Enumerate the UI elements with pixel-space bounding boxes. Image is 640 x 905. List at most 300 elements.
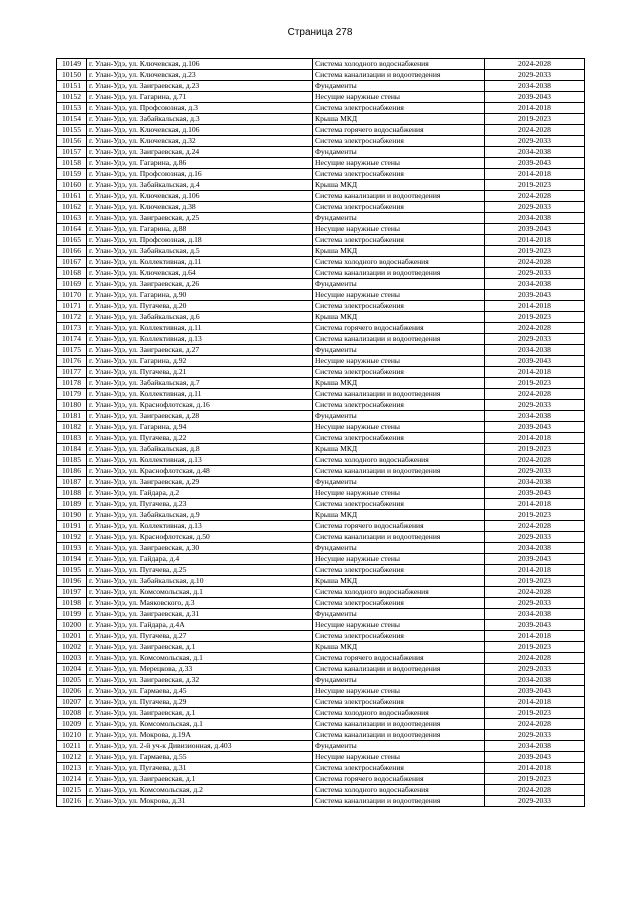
address-cell: г. Улан-Удэ, ул. Заиграевская, д.30 [87,543,313,554]
address-cell: г. Улан-Удэ, ул. Комсомольская, д.1 [87,653,313,664]
table-row [57,521,585,532]
address-cell: г. Улан-Удэ, ул. Маяковского, д.3 [87,598,313,609]
record-number-cell: 10150 [57,70,87,81]
address-cell: г. Улан-Удэ, ул. Коллективная, д.11 [87,323,313,334]
address-cell: г. Улан-Удэ, ул. Мерецкова, д.33 [87,664,313,675]
period-cell: 2019-2023 [485,246,585,257]
period-cell: 2024-2028 [485,125,585,136]
table-row [57,202,585,213]
table-row [57,411,585,422]
period-cell: 2029-2033 [485,334,585,345]
work-type-cell: Несущие наружные стены [313,422,485,433]
record-number-cell: 10165 [57,235,87,246]
period-cell: 2024-2028 [485,257,585,268]
address-cell: г. Улан-Удэ, ул. Профсоюзная, д.16 [87,169,313,180]
work-type-cell: Система канализации и водоотведения [313,719,485,730]
address-cell: г. Улан-Удэ, ул. Комсомольская, д.1 [87,719,313,730]
work-type-cell: Система холодного водоснабжения [313,587,485,598]
period-cell: 2014-2018 [485,169,585,180]
address-cell: г. Улан-Удэ, ул. Заиграевская, д.1 [87,774,313,785]
work-type-cell: Фундаменты [313,81,485,92]
record-number-cell: 10163 [57,213,87,224]
work-type-cell: Система канализации и водоотведения [313,466,485,477]
work-type-cell: Система канализации и водоотведения [313,730,485,741]
period-cell: 2024-2028 [485,785,585,796]
record-number-cell: 10185 [57,455,87,466]
table-row [57,466,585,477]
table-body [57,59,585,807]
period-cell: 2029-2033 [485,466,585,477]
period-cell: 2019-2023 [485,510,585,521]
period-cell: 2014-2018 [485,103,585,114]
table-row [57,719,585,730]
table-row [57,708,585,719]
period-cell: 2039-2043 [485,686,585,697]
address-cell: г. Улан-Удэ, ул. Забайкальская, д.8 [87,444,313,455]
work-type-cell: Крыша МКД [313,576,485,587]
period-cell: 2039-2043 [485,92,585,103]
work-type-cell: Крыша МКД [313,180,485,191]
address-cell: г. Улан-Удэ, ул. Пугачева, д.29 [87,697,313,708]
work-type-cell: Система канализации и водоотведения [313,796,485,807]
period-cell: 2019-2023 [485,708,585,719]
address-cell: г. Улан-Удэ, ул. Забайкальская, д.10 [87,576,313,587]
record-number-cell: 10186 [57,466,87,477]
table-row [57,774,585,785]
record-number-cell: 10174 [57,334,87,345]
work-type-cell: Система холодного водоснабжения [313,455,485,466]
period-cell: 2039-2043 [485,752,585,763]
work-type-cell: Система горячего водоснабжения [313,521,485,532]
record-number-cell: 10206 [57,686,87,697]
period-cell: 2029-2033 [485,70,585,81]
period-cell: 2014-2018 [485,433,585,444]
period-cell: 2039-2043 [485,356,585,367]
period-cell: 2014-2018 [485,763,585,774]
address-cell: г. Улан-Удэ, ул. Заиграевская, д.1 [87,708,313,719]
table-row [57,796,585,807]
table-row [57,455,585,466]
table-row [57,532,585,543]
period-cell: 2014-2018 [485,499,585,510]
work-type-cell: Система электроснабжения [313,103,485,114]
record-number-cell: 10216 [57,796,87,807]
record-number-cell: 10215 [57,785,87,796]
record-number-cell: 10161 [57,191,87,202]
capital-repair-table [56,58,585,807]
address-cell: г. Улан-Удэ, ул. Заиграевская, д.23 [87,81,313,92]
address-cell: г. Улан-Удэ, ул. Ключевская, д.32 [87,136,313,147]
period-cell: 2029-2033 [485,796,585,807]
period-cell: 2039-2043 [485,224,585,235]
period-cell: 2024-2028 [485,455,585,466]
work-type-cell: Фундаменты [313,675,485,686]
period-cell: 2029-2033 [485,598,585,609]
record-number-cell: 10212 [57,752,87,763]
address-cell: г. Улан-Удэ, ул. Краснофлотская, д.16 [87,400,313,411]
period-cell: 2034-2038 [485,345,585,356]
period-cell: 2029-2033 [485,532,585,543]
record-number-cell: 10196 [57,576,87,587]
address-cell: г. Улан-Удэ, ул. Заиграевская, д.25 [87,213,313,224]
address-cell: г. Улан-Удэ, ул. Заиграевская, д.29 [87,477,313,488]
record-number-cell: 10178 [57,378,87,389]
period-cell: 2034-2038 [485,81,585,92]
table-row [57,103,585,114]
table-row [57,576,585,587]
record-number-cell: 10184 [57,444,87,455]
period-cell: 2024-2028 [485,323,585,334]
period-cell: 2029-2033 [485,664,585,675]
work-type-cell: Система электроснабжения [313,202,485,213]
period-cell: 2024-2028 [485,389,585,400]
address-cell: г. Улан-Удэ, ул. Забайкальская, д.9 [87,510,313,521]
address-cell: г. Улан-Удэ, ул. Мокрова, д.19А [87,730,313,741]
period-cell: 2014-2018 [485,367,585,378]
record-number-cell: 10214 [57,774,87,785]
period-cell: 2019-2023 [485,312,585,323]
work-type-cell: Система электроснабжения [313,697,485,708]
table-row [57,301,585,312]
table-row [57,235,585,246]
work-type-cell: Система холодного водоснабжения [313,257,485,268]
work-type-cell: Несущие наружные стены [313,620,485,631]
address-cell: г. Улан-Удэ, ул. Гайдара, д.4А [87,620,313,631]
period-cell: 2034-2038 [485,609,585,620]
table-row [57,675,585,686]
record-number-cell: 10193 [57,543,87,554]
table-row [57,356,585,367]
table-row [57,323,585,334]
address-cell: г. Улан-Удэ, ул. Профсоюзная, д.3 [87,103,313,114]
period-cell: 2029-2033 [485,730,585,741]
table-row [57,114,585,125]
work-type-cell: Несущие наружные стены [313,686,485,697]
table-row [57,444,585,455]
table-row [57,477,585,488]
address-cell: г. Улан-Удэ, ул. Ключевская, д.106 [87,191,313,202]
work-type-cell: Несущие наружные стены [313,92,485,103]
work-type-cell: Система канализации и водоотведения [313,268,485,279]
work-type-cell: Крыша МКД [313,312,485,323]
record-number-cell: 10166 [57,246,87,257]
address-cell: г. Улан-Удэ, ул. Коллективная, д.13 [87,521,313,532]
record-number-cell: 10195 [57,565,87,576]
table-row [57,81,585,92]
work-type-cell: Фундаменты [313,477,485,488]
address-cell: г. Улан-Удэ, ул. Комсомольская, д.1 [87,587,313,598]
period-cell: 2019-2023 [485,180,585,191]
record-number-cell: 10151 [57,81,87,92]
period-cell: 2019-2023 [485,642,585,653]
record-number-cell: 10189 [57,499,87,510]
address-cell: г. Улан-Удэ, ул. Заиграевская, д.1 [87,642,313,653]
period-cell: 2034-2038 [485,147,585,158]
address-cell: г. Улан-Удэ, ул. Заиграевская, д.27 [87,345,313,356]
table-row [57,785,585,796]
work-type-cell: Фундаменты [313,543,485,554]
table-row [57,136,585,147]
address-cell: г. Улан-Удэ, ул. Гагарина, д.71 [87,92,313,103]
table-row [57,620,585,631]
period-cell: 2039-2043 [485,554,585,565]
record-number-cell: 10209 [57,719,87,730]
table-row [57,763,585,774]
address-cell: г. Улан-Удэ, ул. Коллективная, д.13 [87,334,313,345]
table-row [57,125,585,136]
address-cell: г. Улан-Удэ, ул. Краснофлотская, д.48 [87,466,313,477]
address-cell: г. Улан-Удэ, ул. Гагарина, д.94 [87,422,313,433]
work-type-cell: Система электроснабжения [313,136,485,147]
table-row [57,246,585,257]
address-cell: г. Улан-Удэ, ул. Коллективная, д.13 [87,455,313,466]
period-cell: 2024-2028 [485,59,585,70]
record-number-cell: 10155 [57,125,87,136]
address-cell: г. Улан-Удэ, ул. Заиграевская, д.26 [87,279,313,290]
period-cell: 2034-2038 [485,477,585,488]
table-row [57,70,585,81]
period-cell: 2024-2028 [485,587,585,598]
address-cell: г. Улан-Удэ, ул. Гармаева, д.55 [87,752,313,763]
work-type-cell: Система электроснабжения [313,499,485,510]
address-cell: г. Улан-Удэ, ул. Заиграевская, д.31 [87,609,313,620]
record-number-cell: 10179 [57,389,87,400]
table-row [57,213,585,224]
address-cell: г. Улан-Удэ, ул. Заиграевская, д.32 [87,675,313,686]
period-cell: 2039-2043 [485,158,585,169]
record-number-cell: 10200 [57,620,87,631]
address-cell: г. Улан-Удэ, ул. Ключевская, д.106 [87,125,313,136]
period-cell: 2024-2028 [485,653,585,664]
period-cell: 2019-2023 [485,444,585,455]
address-cell: г. Улан-Удэ, ул. Гагарина, д.88 [87,224,313,235]
work-type-cell: Фундаменты [313,609,485,620]
table-row [57,653,585,664]
address-cell: г. Улан-Удэ, ул. Пугачева, д.20 [87,301,313,312]
record-number-cell: 10202 [57,642,87,653]
period-cell: 2034-2038 [485,741,585,752]
record-number-cell: 10188 [57,488,87,499]
table-row [57,92,585,103]
record-number-cell: 10204 [57,664,87,675]
work-type-cell: Система электроснабжения [313,400,485,411]
record-number-cell: 10194 [57,554,87,565]
period-cell: 2014-2018 [485,235,585,246]
table-row [57,224,585,235]
work-type-cell: Система канализации и водоотведения [313,70,485,81]
period-cell: 2019-2023 [485,378,585,389]
work-type-cell: Несущие наружные стены [313,488,485,499]
period-cell: 2019-2023 [485,774,585,785]
record-number-cell: 10187 [57,477,87,488]
table-row [57,642,585,653]
work-type-cell: Система горячего водоснабжения [313,125,485,136]
work-type-cell: Система электроснабжения [313,433,485,444]
record-number-cell: 10173 [57,323,87,334]
table-row [57,686,585,697]
record-number-cell: 10211 [57,741,87,752]
record-number-cell: 10158 [57,158,87,169]
table-row [57,510,585,521]
table-row [57,697,585,708]
table-row [57,752,585,763]
table-row [57,499,585,510]
table-row [57,609,585,620]
period-cell: 2029-2033 [485,400,585,411]
period-cell: 2024-2028 [485,719,585,730]
record-number-cell: 10172 [57,312,87,323]
work-type-cell: Система электроснабжения [313,598,485,609]
record-number-cell: 10175 [57,345,87,356]
table-row [57,169,585,180]
work-type-cell: Система холодного водоснабжения [313,708,485,719]
period-cell: 2039-2043 [485,290,585,301]
period-cell: 2039-2043 [485,488,585,499]
address-cell: г. Улан-Удэ, ул. Забайкальская, д.5 [87,246,313,257]
address-cell: г. Улан-Удэ, ул. Ключевская, д.106 [87,59,313,70]
record-number-cell: 10180 [57,400,87,411]
work-type-cell: Фундаменты [313,741,485,752]
address-cell: г. Улан-Удэ, ул. Ключевская, д.23 [87,70,313,81]
address-cell: г. Улан-Удэ, ул. Ключевская, д.64 [87,268,313,279]
work-type-cell: Крыша МКД [313,114,485,125]
table-row [57,422,585,433]
record-number-cell: 10208 [57,708,87,719]
address-cell: г. Улан-Удэ, ул. Краснофлотская, д.50 [87,532,313,543]
work-type-cell: Система электроснабжения [313,763,485,774]
record-number-cell: 10159 [57,169,87,180]
address-cell: г. Улан-Удэ, ул. Заиграевская, д.28 [87,411,313,422]
record-number-cell: 10198 [57,598,87,609]
table-row [57,488,585,499]
period-cell: 2029-2033 [485,136,585,147]
period-cell: 2029-2033 [485,268,585,279]
work-type-cell: Крыша МКД [313,378,485,389]
address-cell: г. Улан-Удэ, ул. Пугачева, д.23 [87,499,313,510]
work-type-cell: Фундаменты [313,411,485,422]
table-row [57,345,585,356]
address-cell: г. Улан-Удэ, ул. Гармаева, д.45 [87,686,313,697]
period-cell: 2019-2023 [485,576,585,587]
address-cell: г. Улан-Удэ, ул. Ключевская, д.38 [87,202,313,213]
record-number-cell: 10149 [57,59,87,70]
work-type-cell: Система холодного водоснабжения [313,59,485,70]
table-row [57,554,585,565]
table-row [57,730,585,741]
address-cell: г. Улан-Удэ, ул. Гагарина, д.92 [87,356,313,367]
period-cell: 2034-2038 [485,675,585,686]
address-cell: г. Улан-Удэ, ул. Комсомольская, д.2 [87,785,313,796]
table-row [57,598,585,609]
table-row [57,400,585,411]
address-cell: г. Улан-Удэ, ул. Пугачева, д.31 [87,763,313,774]
period-cell: 2039-2043 [485,422,585,433]
work-type-cell: Система электроснабжения [313,301,485,312]
work-type-cell: Система канализации и водоотведения [313,664,485,675]
table-row [57,433,585,444]
record-number-cell: 10152 [57,92,87,103]
record-number-cell: 10168 [57,268,87,279]
record-number-cell: 10176 [57,356,87,367]
address-cell: г. Улан-Удэ, ул. Гайдара, д.2 [87,488,313,499]
address-cell: г. Улан-Удэ, ул. Забайкальская, д.4 [87,180,313,191]
table-row [57,268,585,279]
work-type-cell: Фундаменты [313,213,485,224]
record-number-cell: 10205 [57,675,87,686]
record-number-cell: 10197 [57,587,87,598]
address-cell: г. Улан-Удэ, ул. Гагарина, д.90 [87,290,313,301]
record-number-cell: 10203 [57,653,87,664]
record-number-cell: 10153 [57,103,87,114]
record-number-cell: 10199 [57,609,87,620]
table-row [57,290,585,301]
work-type-cell: Система горячего водоснабжения [313,653,485,664]
address-cell: г. Улан-Удэ, ул. Пугачева, д.25 [87,565,313,576]
address-cell: г. Улан-Удэ, ул. Забайкальская, д.7 [87,378,313,389]
record-number-cell: 10191 [57,521,87,532]
work-type-cell: Несущие наружные стены [313,356,485,367]
work-type-cell: Система горячего водоснабжения [313,323,485,334]
record-number-cell: 10182 [57,422,87,433]
table-row [57,312,585,323]
work-type-cell: Система канализации и водоотведения [313,334,485,345]
table-row [57,741,585,752]
period-cell: 2034-2038 [485,279,585,290]
record-number-cell: 10192 [57,532,87,543]
period-cell: 2029-2033 [485,202,585,213]
record-number-cell: 10171 [57,301,87,312]
address-cell: г. Улан-Удэ, ул. Пугачева, д.21 [87,367,313,378]
record-number-cell: 10167 [57,257,87,268]
period-cell: 2019-2023 [485,114,585,125]
work-type-cell: Система канализации и водоотведения [313,389,485,400]
record-number-cell: 10154 [57,114,87,125]
address-cell: г. Улан-Удэ, ул. Гагарина, д.86 [87,158,313,169]
table-row [57,180,585,191]
work-type-cell: Несущие наружные стены [313,554,485,565]
record-number-cell: 10169 [57,279,87,290]
record-number-cell: 10162 [57,202,87,213]
address-cell: г. Улан-Удэ, ул. Коллективная, д.11 [87,257,313,268]
record-number-cell: 10164 [57,224,87,235]
address-cell: г. Улан-Удэ, ул. Заиграевская, д.24 [87,147,313,158]
work-type-cell: Система электроснабжения [313,235,485,246]
record-number-cell: 10177 [57,367,87,378]
table-row [57,565,585,576]
table-row [57,389,585,400]
work-type-cell: Система канализации и водоотведения [313,191,485,202]
address-cell: г. Улан-Удэ, ул. Пугачева, д.27 [87,631,313,642]
work-type-cell: Система электроснабжения [313,565,485,576]
work-type-cell: Система электроснабжения [313,169,485,180]
work-type-cell: Система горячего водоснабжения [313,774,485,785]
table-row [57,279,585,290]
table-row [57,191,585,202]
address-cell: г. Улан-Удэ, ул. Коллективная, д.11 [87,389,313,400]
period-cell: 2014-2018 [485,697,585,708]
period-cell: 2024-2028 [485,521,585,532]
table-row [57,147,585,158]
work-type-cell: Система электроснабжения [313,631,485,642]
address-cell: г. Улан-Удэ, ул. Профсоюзная, д.18 [87,235,313,246]
table-row [57,587,585,598]
record-number-cell: 10170 [57,290,87,301]
work-type-cell: Система холодного водоснабжения [313,785,485,796]
work-type-cell: Система канализации и водоотведения [313,532,485,543]
table-row [57,631,585,642]
table-row [57,664,585,675]
period-cell: 2039-2043 [485,620,585,631]
